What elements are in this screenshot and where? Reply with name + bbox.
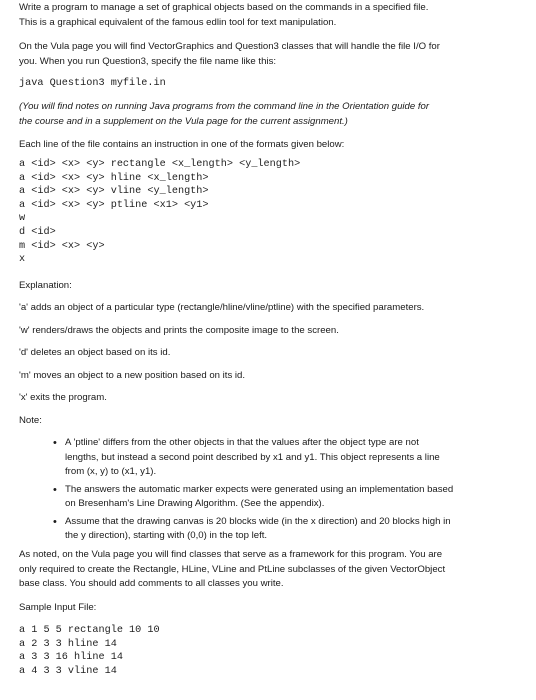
intro-line-1: Write a program to manage a set of graphical objects based on the commands in a specified file. — [19, 2, 429, 13]
format-line: d <id> — [19, 226, 56, 238]
explanation-move: 'm' moves an object to a new position based on its id. — [19, 370, 246, 381]
format-line: w — [19, 213, 26, 225]
explanation-draw: 'w' renders/draws the objects and prints the composite image to the screen. — [19, 325, 339, 336]
orientation-note-line-2: the course and in a supplement on the Vula page for the current assignment.) — [19, 115, 348, 127]
formats-intro: Each line of the file contains an instruction in one of the formats given below: — [19, 139, 345, 150]
explanation-add: 'a' adds an object of a particular type (rectangle/hline/vline/ptline) with the specified parameters. — [19, 302, 425, 313]
bullet-line: Assume that the drawing canvas is 20 blocks wide (in the x direction) and 20 blocks high in — [65, 515, 451, 527]
note-heading: Note: — [19, 415, 42, 426]
list-item — [19, 436, 519, 480]
sample-code-block — [19, 624, 160, 678]
format-line: a <id> <x> <y> ptline <x1> <y1> — [19, 199, 209, 211]
orientation-note-line-1: (You will find notes on running Java programs from the command line in the Orientation guide for — [19, 101, 430, 112]
bullet-line: the y direction), starting with (0,0) in the top left. — [65, 530, 268, 541]
format-line: a <id> <x> <y> rectangle <x_length> <y_length> — [19, 159, 301, 170]
bullet-icon: • — [53, 483, 57, 496]
vula-line-2: you. When you run Question3, specify the file name like this: — [19, 55, 277, 67]
list-item — [19, 515, 519, 544]
sample-line: a 4 3 3 vline 14 — [19, 665, 117, 677]
vula-line-1: On the Vula page you will find VectorGraphics and Question3 classes that will handle the file I/O for — [19, 41, 440, 52]
explanation-delete: 'd' deletes an object based on its id. — [19, 347, 171, 358]
bullet-line: on Bresenham's Line Drawing Algorithm. (See the appendix). — [65, 498, 325, 509]
format-line: a <id> <x> <y> vline <y_length> — [19, 186, 209, 198]
bullet-icon: • — [53, 515, 57, 528]
orientation-note — [19, 100, 429, 129]
intro-paragraph — [19, 1, 428, 30]
bullet-icon: • — [53, 437, 57, 449]
note-bullet-list — [19, 436, 519, 544]
sample-line: a 3 3 16 hline 14 — [19, 652, 123, 664]
intro-line-2: This is a graphical equivalent of the famous edlin tool for text manipulation. — [19, 16, 337, 28]
bullet-line: lengths, but instead a second point described by x1 and y1. This object represents a line — [65, 451, 440, 463]
framework-line-3: base class. You should add comments to all classes you write. — [19, 578, 284, 589]
explanation-heading: Explanation: — [19, 280, 72, 291]
bullet-line: The answers the automatic marker expects were generated using an implementation based — [65, 483, 454, 495]
format-line: x — [19, 254, 26, 266]
sample-heading: Sample Input File: — [19, 602, 97, 613]
command-example: java Question3 myfile.in — [19, 78, 166, 89]
formats-code-block — [19, 158, 300, 267]
framework-line-2: only required to create the Rectangle, HLine, VLine and PtLine subclasses of the given VectorObject — [19, 563, 446, 575]
list-item — [19, 483, 519, 512]
format-line: a <id> <x> <y> hline <x_length> — [19, 172, 209, 184]
bullet-line: from (x, y) to (x1, y1). — [65, 466, 157, 477]
framework-paragraph — [19, 548, 445, 592]
explanation-exit: 'x' exits the program. — [19, 392, 107, 403]
vula-paragraph — [19, 40, 440, 69]
bullet-line: A 'ptline' differs from the other objects in that the values after the object type are not — [65, 437, 419, 448]
format-line: m <id> <x> <y> — [19, 240, 105, 252]
sample-line: a 2 3 3 hline 14 — [19, 638, 117, 650]
framework-line-1: As noted, on the Vula page you will find classes that serve as a framework for this program. You are — [19, 549, 443, 560]
sample-line: a 1 5 5 rectangle 10 10 — [19, 625, 160, 636]
